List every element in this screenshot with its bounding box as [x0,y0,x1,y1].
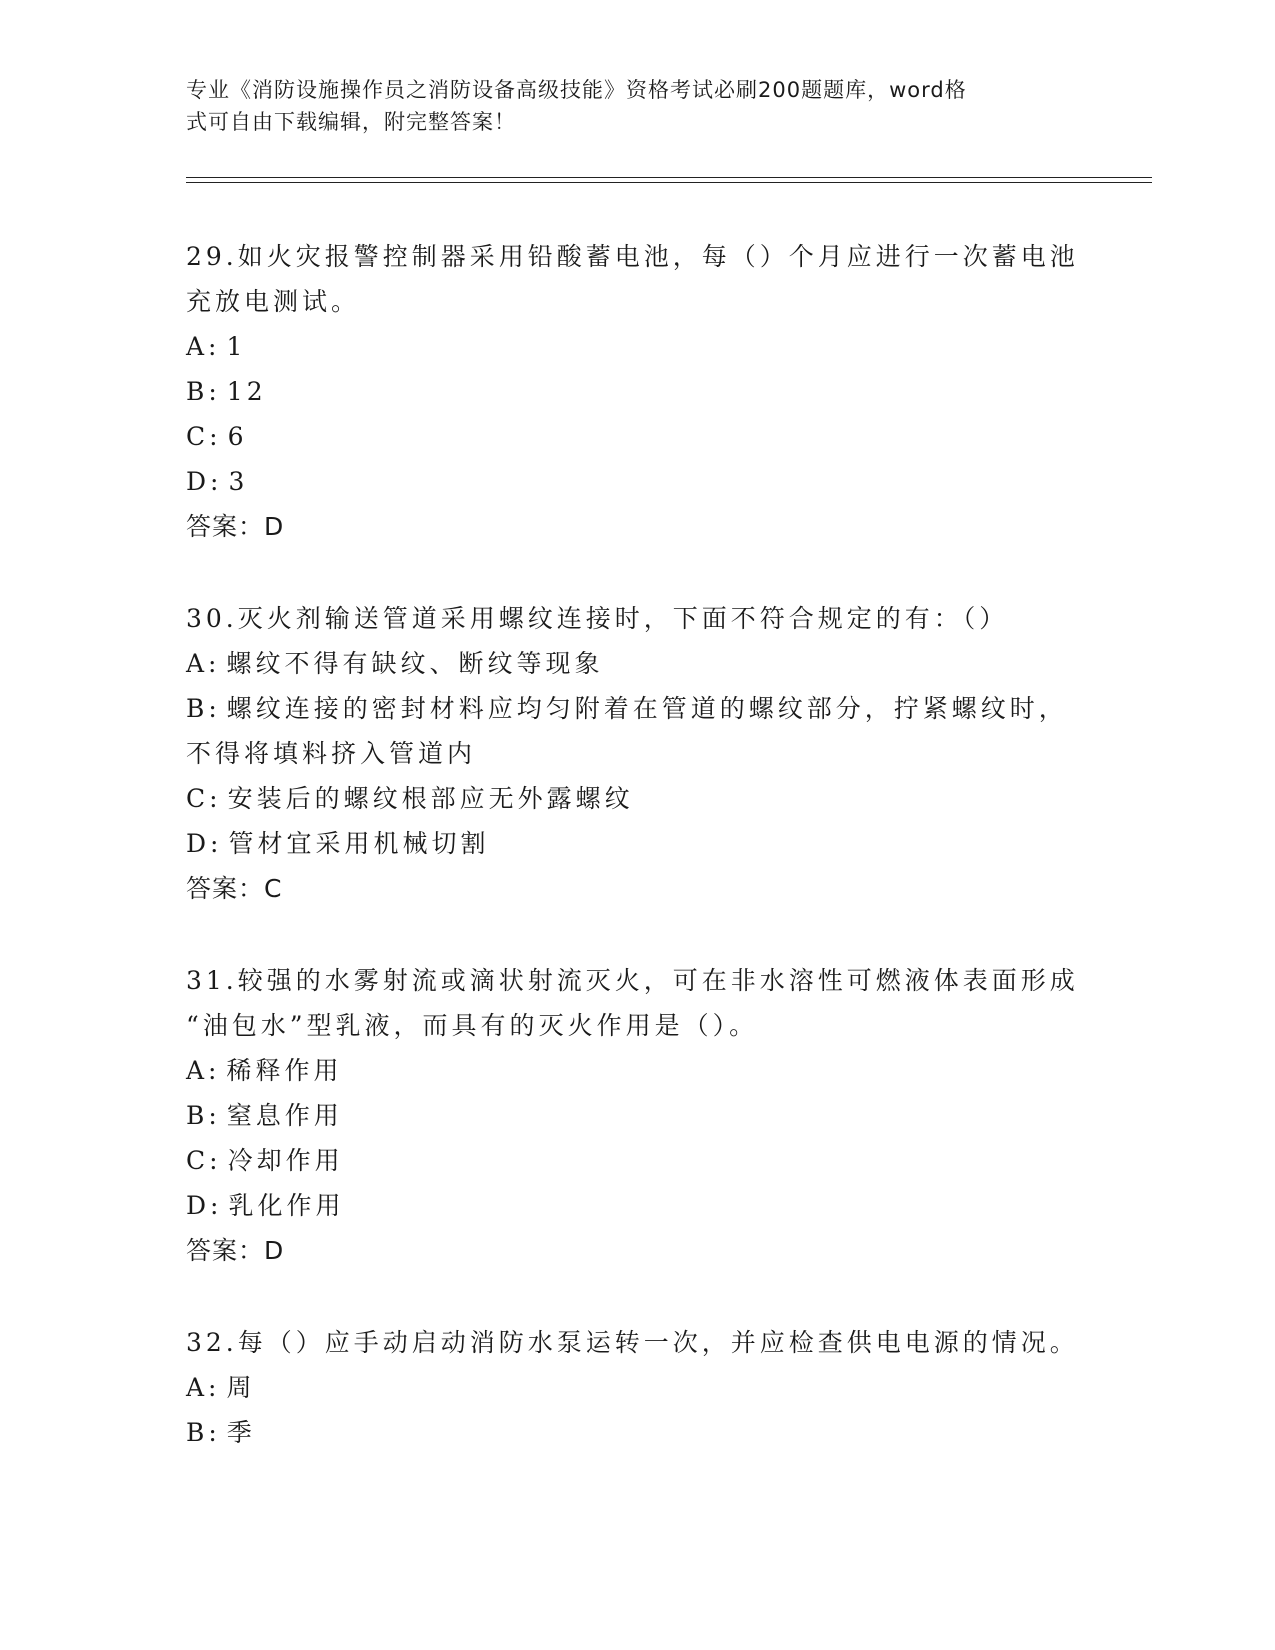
question-30 [186,596,1086,911]
option-c [186,414,1086,459]
option-text: 螺纹连接的密封材料应均匀附着在管道的螺纹部分，拧紧螺纹时， [226,694,1068,723]
option-label: B: [186,1101,221,1130]
option-text: 12 [226,377,267,406]
question-stem-line: 31.较强的水雾射流或滴状射流灭火，可在非水溶性可燃液体表面形成 [186,966,1079,995]
option-d [186,459,1086,504]
option-text: 冷却作用 [227,1146,344,1175]
question-29 [186,234,1086,549]
option-label: D: [186,467,223,496]
option-b-continued: 不得将填料挤入管道内 [186,739,477,768]
option-label: B: [186,377,221,406]
option-d [186,821,1086,866]
option-label: A: [186,332,221,361]
answer: 答案：D [186,1236,285,1265]
option-text: 3 [228,467,249,496]
option-text: 乳化作用 [228,1191,345,1220]
option-text: 1 [226,332,247,361]
option-label: C: [186,422,222,451]
option-label: B: [186,1418,221,1447]
option-text: 周 [226,1373,256,1402]
answer: 答案：D [186,512,285,541]
question-stem-line: 充放电测试。 [186,287,361,316]
question-32 [186,1320,1086,1455]
option-b [186,369,1086,414]
option-b [186,1410,1086,1455]
option-label: D: [186,1191,223,1220]
option-text: 窒息作用 [226,1101,343,1130]
option-label: A: [186,1373,221,1402]
question-stem-line: 32.每（）应手动启动消防水泵运转一次，并应检查供电电源的情况。 [186,1328,1079,1357]
option-b [186,686,1086,731]
option-a [186,1048,1086,1093]
question-stem-line: 29.如火灾报警控制器采用铅酸蓄电池，每（）个月应进行一次蓄电池 [186,242,1079,271]
option-c [186,776,1086,821]
option-label: B: [186,694,221,723]
option-label: C: [186,1146,222,1175]
option-b [186,1093,1086,1138]
option-text: 6 [227,422,248,451]
option-text: 安装后的螺纹根部应无外露螺纹 [227,784,634,813]
header-line-1: 专业《消防设施操作员之消防设备高级技能》资格考试必刷200题题库，word格 [186,78,967,102]
option-a [186,1365,1086,1410]
option-text: 管材宜采用机械切割 [228,829,490,858]
option-label: D: [186,829,223,858]
option-label: A: [186,649,221,678]
option-a [186,324,1086,369]
option-a [186,641,1086,686]
question-stem-line: “油包水”型乳液，而具有的灭火作用是（）。 [186,1011,759,1040]
option-label: C: [186,784,222,813]
header-line-2: 式可自由下载编辑，附完整答案！ [186,110,516,134]
answer: 答案：C [186,874,283,903]
option-text: 螺纹不得有缺纹、断纹等现象 [226,649,604,678]
header-divider-bottom [186,182,1152,183]
header-divider-top [186,177,1152,178]
option-label: A: [186,1056,221,1085]
option-c [186,1138,1086,1183]
option-text: 稀释作用 [226,1056,343,1085]
option-d [186,1183,1086,1228]
option-text: 季 [226,1418,256,1447]
document-header [186,74,1066,138]
question-stem-line: 30.灭火剂输送管道采用螺纹连接时，下面不符合规定的有：（） [186,604,1009,633]
question-31 [186,958,1086,1273]
